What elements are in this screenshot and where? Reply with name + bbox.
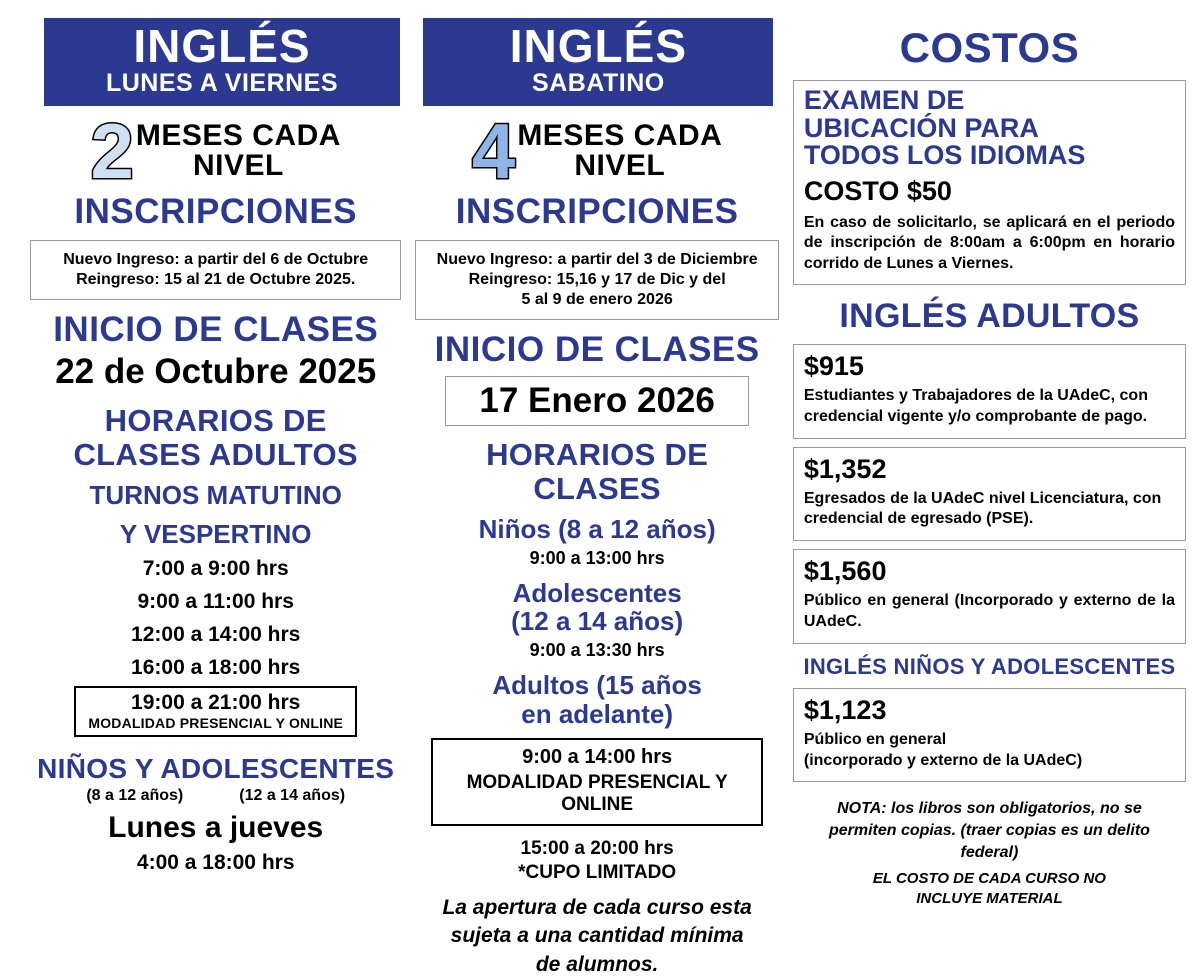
- months-label-line1: MESES CADA: [135, 118, 341, 152]
- adultos-hours: 9:00 a 14:00 hrs: [522, 746, 673, 769]
- examen-descripcion: En caso de solicitarlo, se aplicará en el periodo de inscripción de 8:00am a 6:00pm en horario corrido de Lunes a Viernes.: [803, 213, 1175, 273]
- examen-heading: [804, 87, 1175, 170]
- inscripciones-title-weekday: INSCRIPCIONES: [74, 192, 358, 232]
- header-title-ingles: INGLÉS: [509, 20, 688, 72]
- examen-heading-line2: UBICACIÓN PARA: [803, 112, 1039, 143]
- horarios-title-line1: HORARIOS DE: [104, 403, 327, 439]
- examen-heading-line1: EXAMEN DE: [803, 85, 965, 115]
- group-title-adolescentes: [415, 579, 778, 636]
- months-number: 2: [90, 106, 134, 195]
- nota-material-line2: INCLUYE MATERIAL: [916, 889, 1063, 907]
- months-per-level-weekday: [30, 106, 401, 195]
- inscripciones-line: Nuevo Ingreso: a partir del 3 de Diciembre: [436, 251, 758, 269]
- modalidad-label: MODALIDAD PRESENCIAL Y ONLINE: [88, 715, 344, 732]
- precio-card: [793, 549, 1186, 644]
- column-costos: [779, 18, 1186, 921]
- precio-descripcion: Egresados de la UAdeC nivel Licenciatura, con credencial de egresado (PSE).: [803, 489, 1162, 528]
- adultos-hours-box-saturday: [431, 738, 762, 826]
- group-title-adolescentes-line2: (12 a 14 años): [511, 606, 684, 637]
- inscripciones-box-saturday: [415, 240, 778, 320]
- hour-slot-online-box-weekday: [74, 686, 357, 737]
- examen-ubicacion-box: [793, 80, 1186, 285]
- inscripciones-line: Nuevo Ingreso: a partir del 6 de Octubre: [63, 251, 369, 269]
- precio-card: [793, 447, 1186, 542]
- costos-title: COSTOS: [899, 24, 1080, 71]
- extra-hours: 15:00 a 20:00 hrs: [520, 838, 674, 860]
- precio-valor: $915: [803, 350, 864, 381]
- ninos-hours: 4:00 a 18:00 hrs: [136, 851, 295, 875]
- precio-valor: $1,123: [803, 694, 887, 725]
- inscripciones-line: Reingreso: 15,16 y 17 de Dic y del: [468, 271, 726, 289]
- group-hours-ninos: 9:00 a 13:00 hrs: [529, 547, 665, 568]
- modalidad-label: MODALIDAD PRESENCIAL Y ONLINE: [466, 772, 728, 816]
- cupo-limitado-note: *CUPO LIMITADO: [518, 862, 677, 884]
- group-title-adultos-line1: Adultos (15 años: [492, 669, 702, 700]
- precio-descripcion: Estudiantes y Trabajadores de la UAdeC, con credencial vigente y/o comprobante de pago.: [803, 386, 1148, 425]
- precio-card-ninos: [793, 688, 1186, 783]
- months-label: [517, 118, 723, 182]
- nota-material: [793, 869, 1186, 908]
- horarios-title-weekday: [30, 404, 401, 471]
- hour-slot: 9:00 a 11:00 hrs: [137, 590, 294, 614]
- header-subtitle-weekday: LUNES A VIERNES: [105, 69, 339, 98]
- examen-heading-line3: TODOS LOS IDIOMAS: [803, 140, 1086, 171]
- horarios-title-line1: HORARIOS DE: [486, 437, 709, 473]
- precio-card: [793, 344, 1186, 439]
- hour-slot-boxed: 19:00 a 21:00 hrs: [131, 691, 301, 715]
- inscripciones-title-saturday: INSCRIPCIONES: [455, 192, 739, 232]
- apertura-note-line1: La apertura de cada curso esta: [442, 896, 752, 920]
- apertura-note-line2: sujeta a una cantidad mínima: [450, 924, 744, 948]
- group-title-adolescentes-line1: Adolescentes: [512, 577, 682, 608]
- age-range-ninos: (8 a 12 años): [86, 787, 184, 805]
- turnos-line1: TURNOS MATUTINO: [89, 480, 342, 511]
- group-hours-adolescentes: 9:00 a 13:30 hrs: [529, 639, 665, 660]
- inicio-clases-title-saturday: INICIO DE CLASES: [434, 330, 760, 370]
- precio-descripcion: Público en general (Incorporado y externo de la UAdeC.: [803, 592, 1175, 630]
- hour-slot: 7:00 a 9:00 hrs: [142, 557, 289, 581]
- precio-valor: $1,560: [803, 556, 887, 587]
- apertura-curso-note: [415, 894, 778, 979]
- group-title-adultos: [415, 671, 778, 728]
- precio-valor: $1,352: [803, 453, 887, 484]
- group-title-adultos-line2: en adelante): [521, 698, 673, 729]
- precio-descripcion-line2: (incorporado y externo de la UAdeC): [803, 751, 1083, 769]
- precio-descripcion-line1: Público en general: [803, 730, 947, 748]
- group-title-ninos: Niños (8 a 12 años): [478, 514, 716, 545]
- inscripciones-line: Reingreso: 15 al 21 de Octubre 2025.: [76, 271, 356, 289]
- apertura-note-line3: de alumnos.: [535, 952, 659, 976]
- turnos-line2: Y VESPERTINO: [119, 518, 312, 549]
- horarios-title-saturday: [415, 438, 778, 505]
- nota-libros: [793, 798, 1186, 863]
- months-label-line1: MESES CADA: [517, 118, 723, 152]
- ingles-adultos-title: INGLÉS ADULTOS: [839, 296, 1140, 335]
- months-label-line2: NIVEL: [192, 148, 284, 182]
- ninos-days: Lunes a jueves: [108, 811, 324, 845]
- months-per-level-saturday: [415, 106, 778, 195]
- ingles-ninos-title: INGLÉS NIÑOS Y ADOLESCENTES: [803, 653, 1176, 679]
- nota-material-line1: EL COSTO DE CADA CURSO NO: [872, 870, 1106, 888]
- months-label: [135, 118, 341, 182]
- age-range-adolescentes: (12 a 14 años): [239, 787, 346, 805]
- header-banner-saturday: [423, 18, 773, 106]
- nota-libros-line1: NOTA: los libros son obligatorios, no se: [837, 800, 1142, 818]
- inscripciones-box-weekday: [30, 240, 401, 300]
- column-ingles-lunes-viernes: [14, 18, 401, 921]
- ninos-adolescentes-title: NIÑOS Y ADOLESCENTES: [37, 753, 395, 785]
- months-label-line2: NIVEL: [574, 148, 666, 182]
- ninos-adolescentes-ages: [30, 787, 401, 805]
- examen-costo: COSTO $50: [803, 175, 952, 206]
- inscripciones-line: 5 al 9 de enero 2026: [521, 291, 673, 309]
- inicio-clases-date-saturday: 17 Enero 2026: [445, 376, 748, 426]
- hour-slot: 12:00 a 14:00 hrs: [131, 623, 301, 647]
- header-banner-weekday: [44, 18, 400, 106]
- inicio-clases-title-weekday: INICIO DE CLASES: [53, 310, 379, 350]
- header-subtitle-sabatino: SABATINO: [532, 69, 665, 98]
- months-number: 4: [471, 106, 516, 195]
- header-title-ingles: INGLÉS: [133, 20, 311, 72]
- inicio-clases-date-weekday: 22 de Octubre 2025: [55, 352, 377, 392]
- nota-libros-line2: permiten copias. (traer copias es un delito federal): [828, 821, 1150, 861]
- horarios-title-line2: CLASES: [533, 470, 661, 506]
- hour-slot: 16:00 a 18:00 hrs: [131, 656, 301, 680]
- horarios-title-line2: CLASES ADULTOS: [73, 436, 358, 472]
- column-ingles-sabatino: [401, 18, 778, 976]
